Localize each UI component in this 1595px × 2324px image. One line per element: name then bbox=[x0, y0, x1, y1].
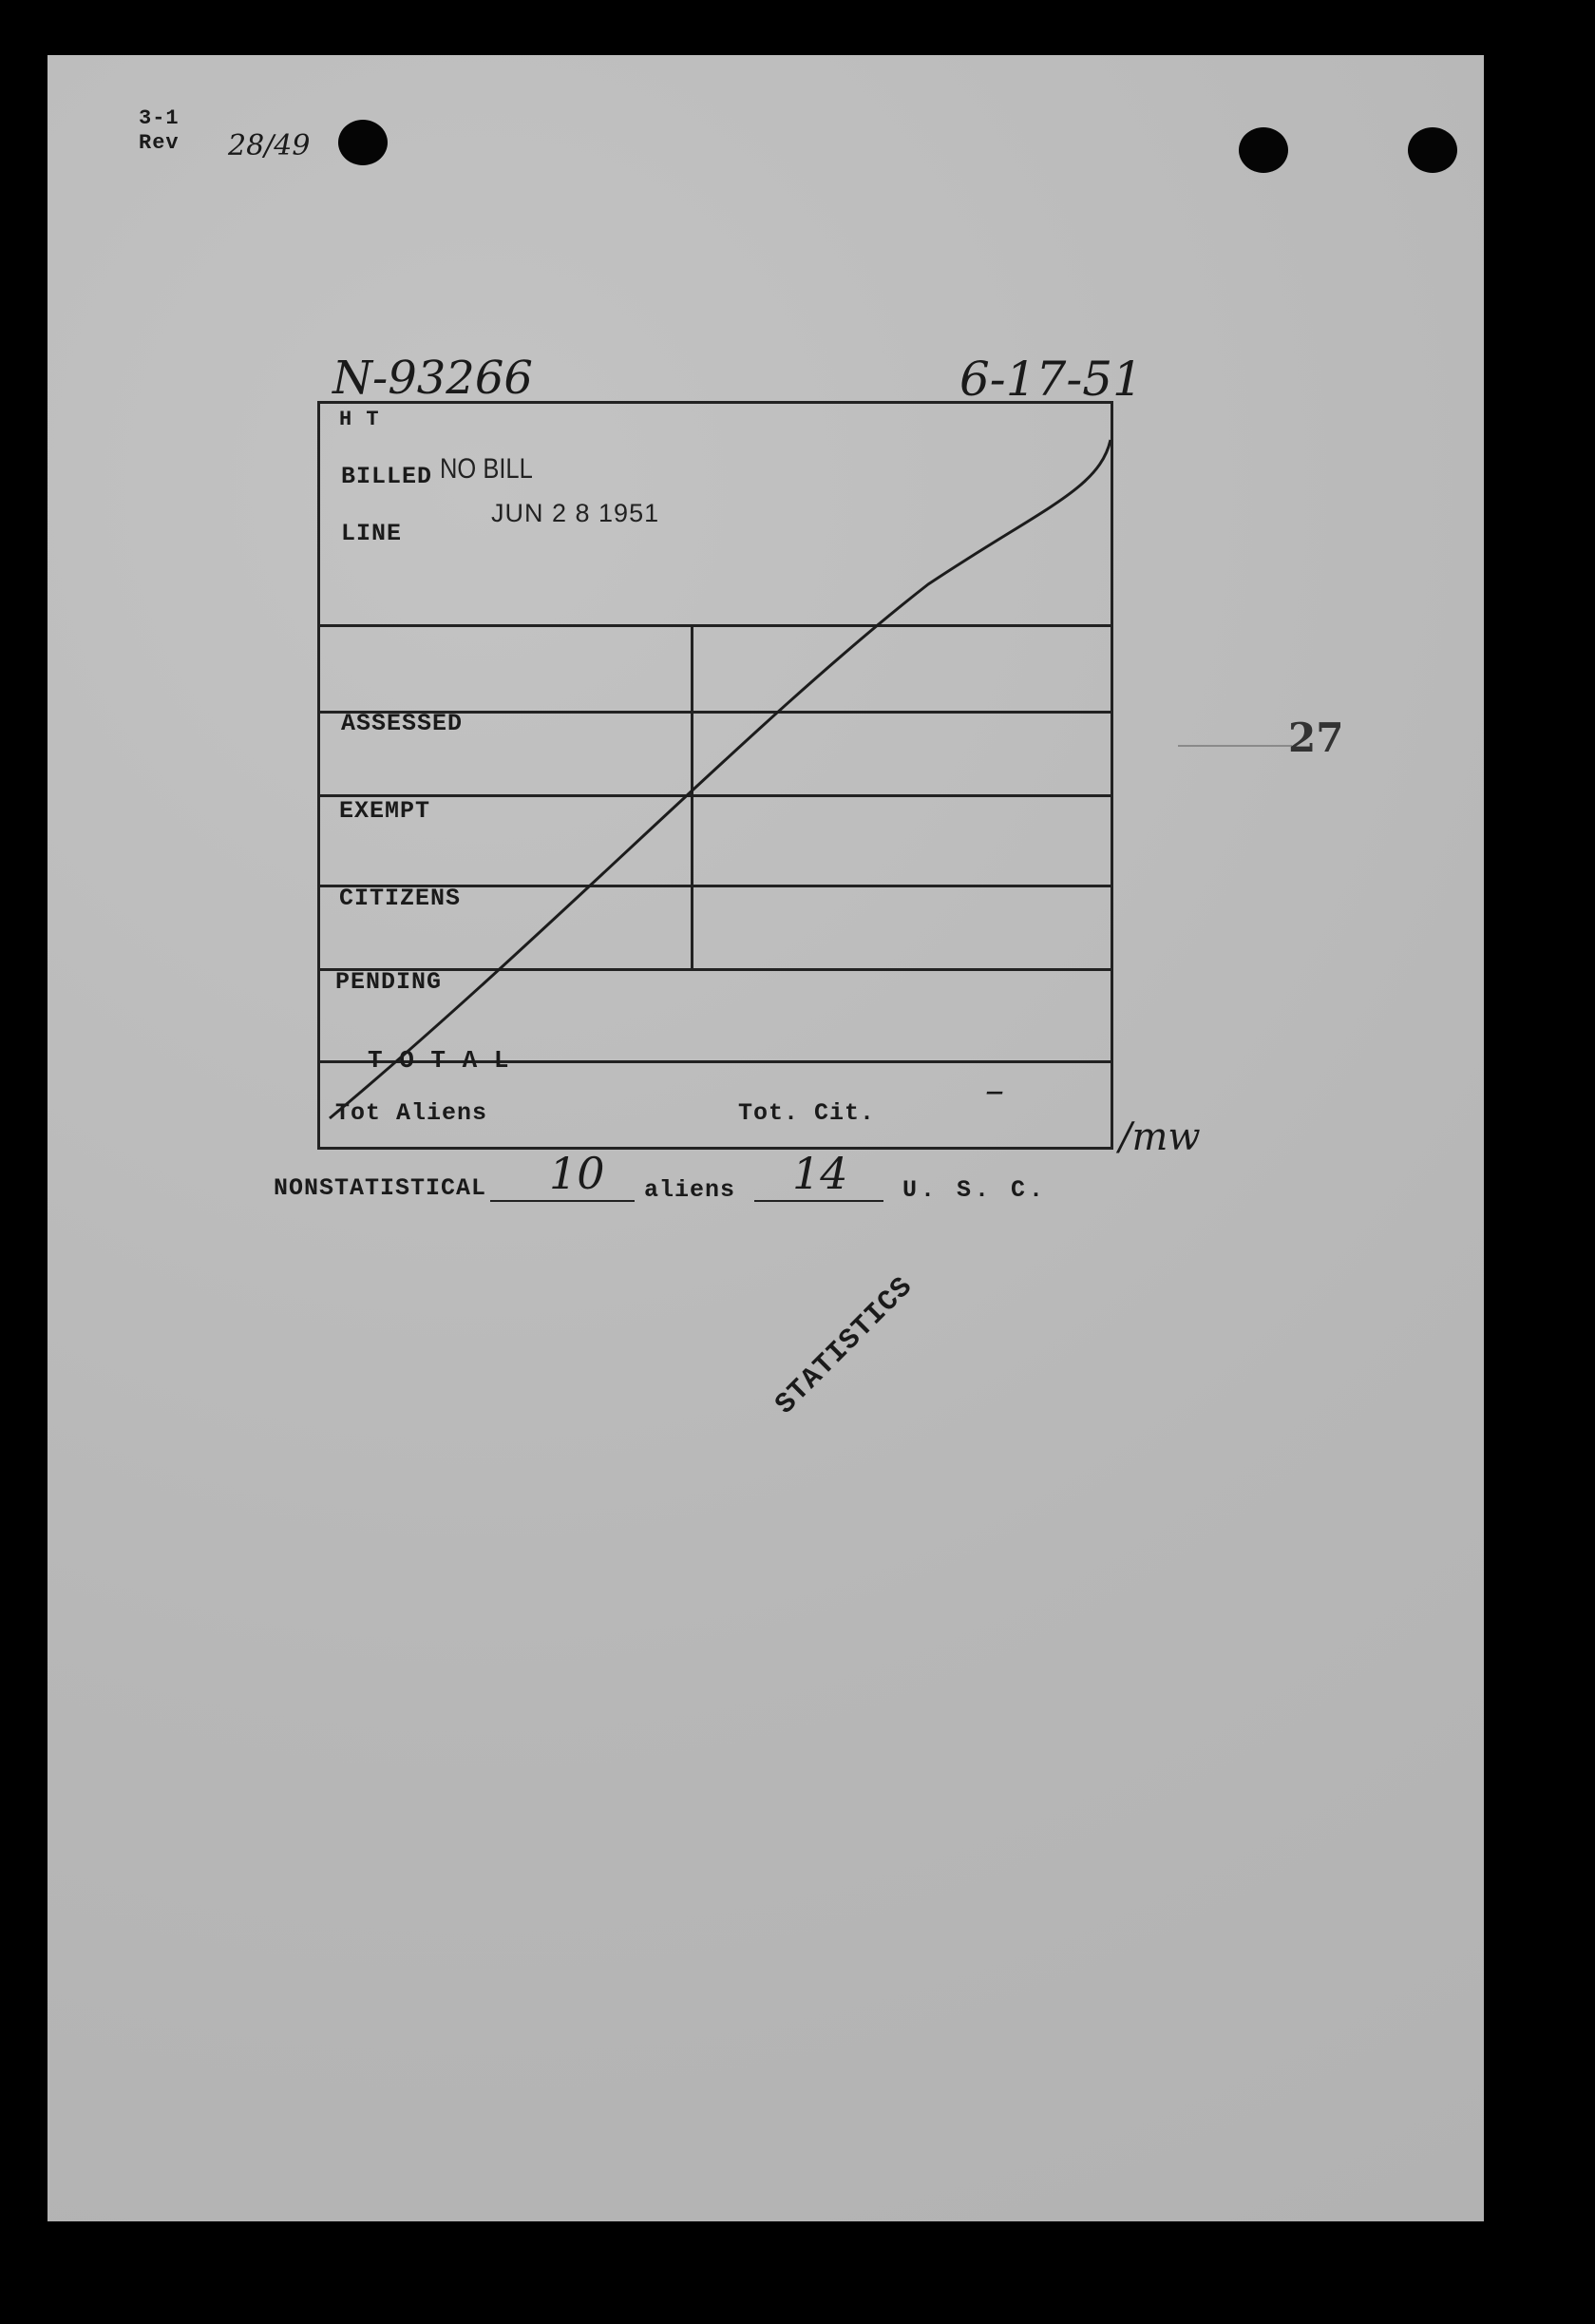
row-label-citizens: CITIZENS bbox=[339, 885, 462, 912]
revision-label: Rev bbox=[139, 131, 180, 155]
usc-value-underline bbox=[754, 1200, 883, 1202]
file-number: N-93266 bbox=[332, 352, 533, 405]
nonstat-aliens-value: 10 bbox=[549, 1148, 605, 1199]
total-label: T O T A L bbox=[368, 1046, 510, 1075]
no-bill-stamp: NO BILL bbox=[440, 453, 533, 485]
usc-label: U. S. C. bbox=[902, 1176, 1048, 1204]
ht-label: H T bbox=[339, 408, 380, 431]
revision-date: 28/49 bbox=[228, 129, 311, 162]
line-label: LINE bbox=[341, 520, 403, 547]
punch-hole-middle bbox=[1239, 127, 1288, 173]
row-label-exempt: EXEMPT bbox=[339, 797, 431, 825]
form-number: 3-1 bbox=[139, 106, 180, 130]
aliens-value-underline bbox=[490, 1200, 635, 1202]
margin-dash bbox=[1178, 745, 1292, 747]
punch-hole-right bbox=[1408, 127, 1457, 173]
usc-value: 14 bbox=[792, 1148, 848, 1199]
tot-cit-label: Tot. Cit. bbox=[738, 1099, 876, 1127]
billed-label: BILLED bbox=[341, 463, 433, 490]
tot-cit-value: – bbox=[985, 1069, 1004, 1113]
row-label-pending: PENDING bbox=[335, 968, 443, 996]
statistics-form-box bbox=[317, 401, 1113, 1150]
statistics-stamp: STATISTICS bbox=[769, 1270, 921, 1422]
tot-aliens-label: Tot Aliens bbox=[335, 1099, 488, 1127]
punch-hole-left bbox=[338, 120, 388, 165]
row-label-assessed: ASSESSED bbox=[341, 710, 464, 737]
handwritten-date: 6-17-51 bbox=[959, 352, 1143, 407]
stamp-date: JUN 2 8 1951 bbox=[491, 499, 660, 527]
margin-number: 27 bbox=[1288, 714, 1344, 761]
aliens-label: aliens bbox=[644, 1176, 736, 1204]
initials: /mw bbox=[1119, 1115, 1201, 1159]
nonstatistical-label: NONSTATISTICAL bbox=[274, 1174, 487, 1202]
document-page bbox=[47, 55, 1484, 2221]
strike-through-line bbox=[320, 404, 1116, 1152]
